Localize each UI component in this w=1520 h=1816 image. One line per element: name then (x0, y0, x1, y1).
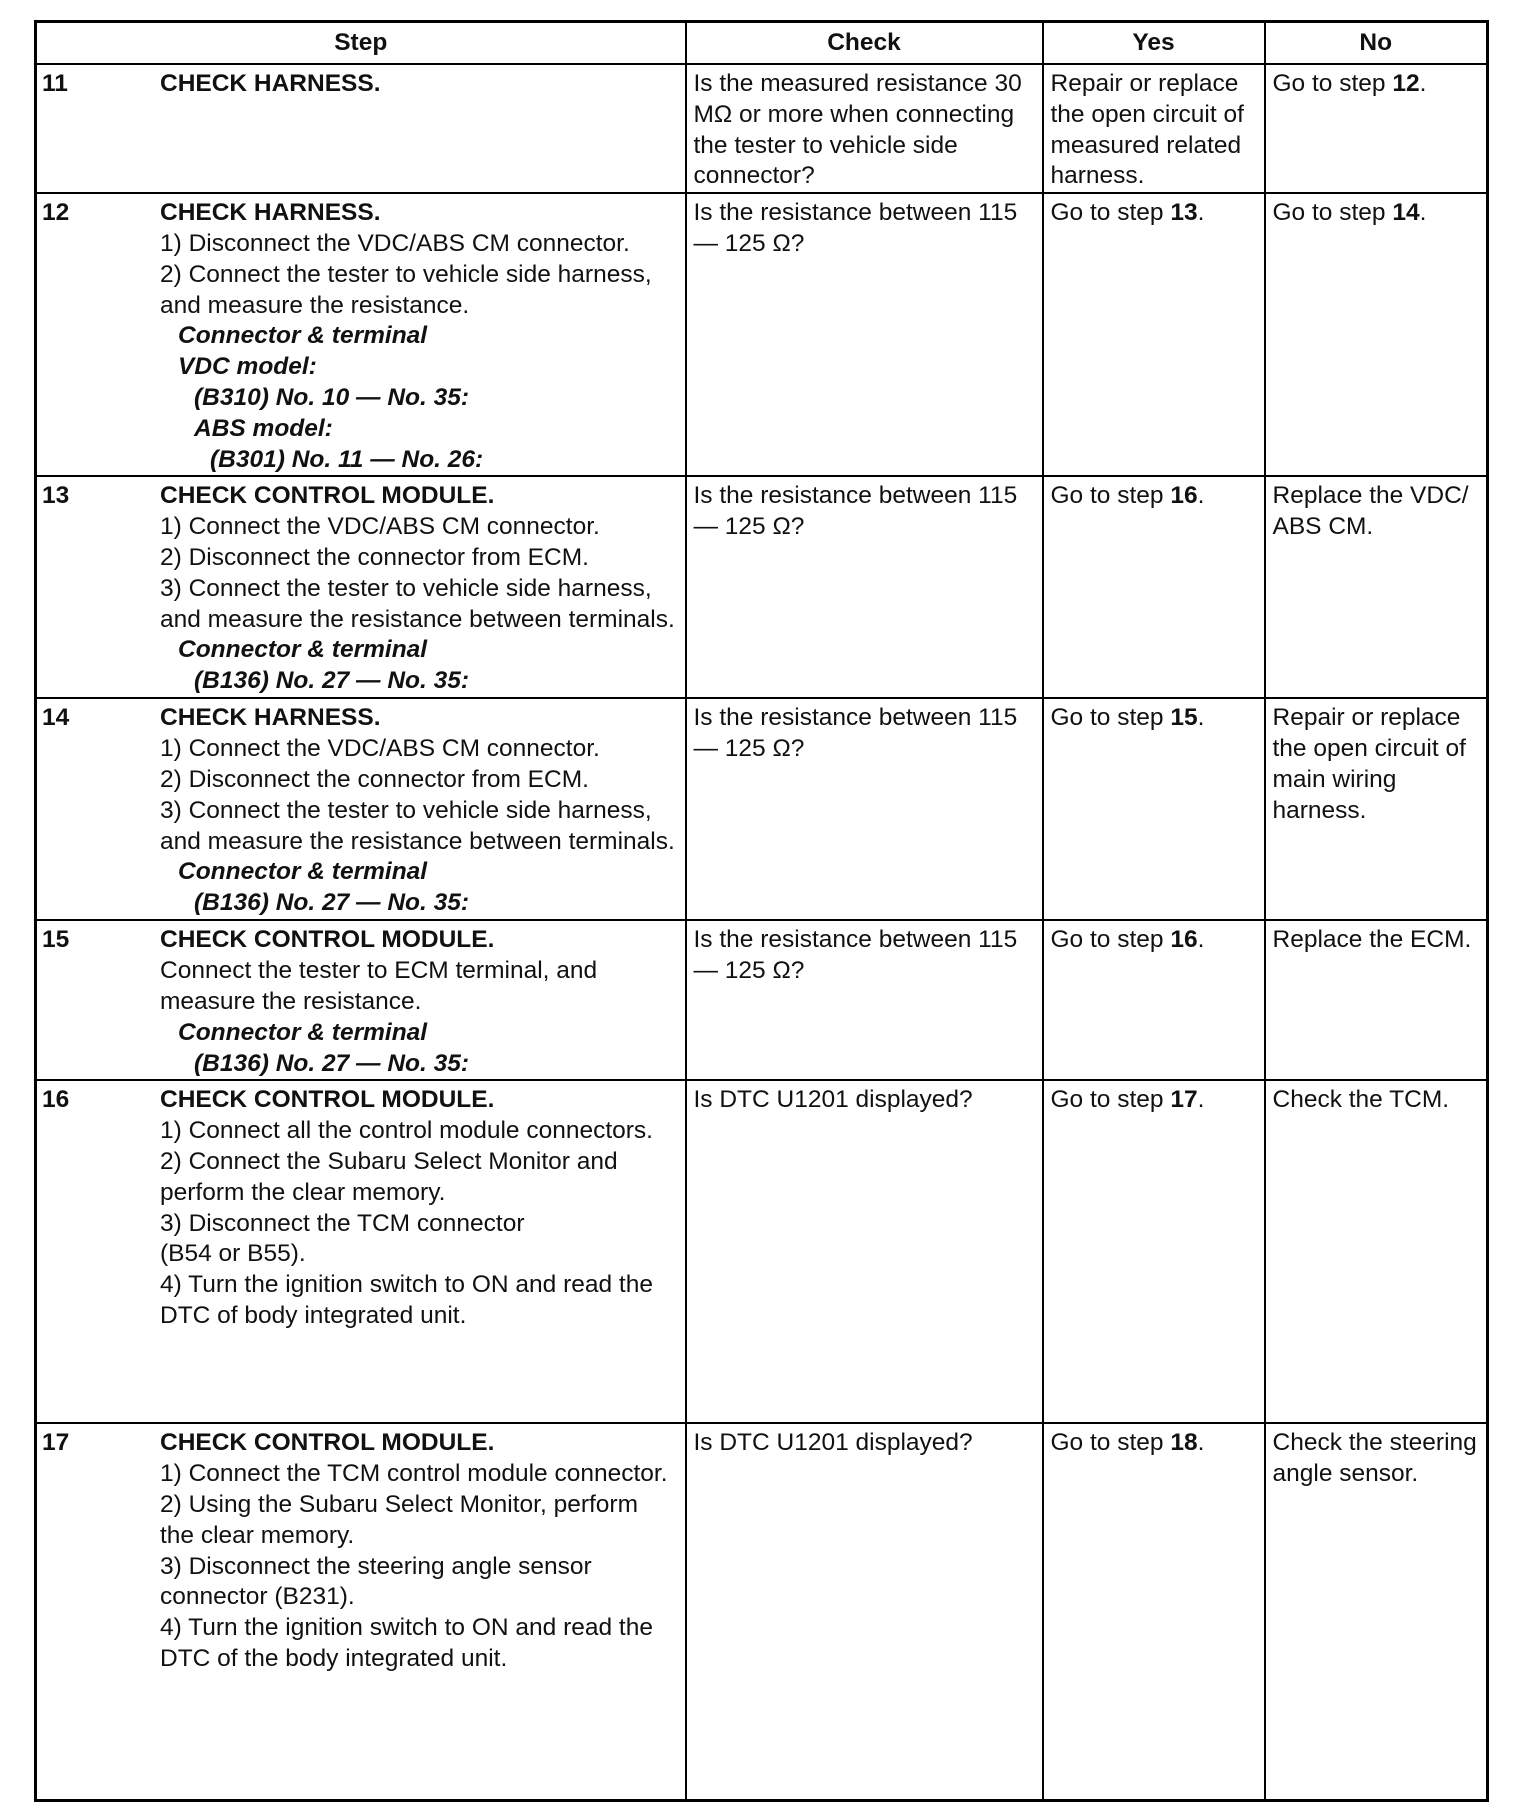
no-cell: Replace the VDC/ ABS CM. (1265, 476, 1488, 698)
connector-spec: (B136) No. 27 — No. 35: (194, 1049, 470, 1077)
table-body (36, 64, 1488, 1800)
step-instruction: (B54 or B55). (160, 1240, 306, 1268)
connector-spec: (B310) No. 10 — No. 35: (194, 383, 470, 411)
step-content (160, 1085, 678, 1331)
step-title: CHECK HARNESS. (160, 199, 381, 227)
table-row (36, 1080, 1488, 1423)
step-number: 11 (42, 70, 68, 97)
connector-spec: Connector & terminal (178, 858, 428, 886)
table-row (36, 920, 1488, 1080)
no-cell: Replace the ECM. (1265, 920, 1488, 1080)
step-title: CHECK CONTROL MODULE. (160, 482, 495, 510)
check-cell: Is the resistance between 115 — 125 Ω? (686, 193, 1043, 476)
step-number: 12 (42, 199, 70, 227)
table-row (36, 193, 1488, 476)
goto-prefix: Go to step (1050, 1429, 1171, 1457)
step-cell (36, 476, 686, 698)
yes-cell (1043, 476, 1265, 698)
table-row (36, 64, 1488, 193)
goto-prefix: Go to step (1050, 482, 1171, 510)
goto-step-number: 16 (1170, 926, 1198, 954)
goto-prefix: Go to step (1050, 199, 1171, 227)
step-instruction: Connect the tester to ECM terminal, and measure the resistance. (160, 957, 598, 1015)
goto-suffix: . (1197, 1086, 1205, 1114)
goto-prefix: Go to step (1050, 1086, 1171, 1114)
step-title: CHECK HARNESS. (160, 704, 381, 732)
step-number: 14 (42, 704, 70, 732)
goto-suffix: . (1197, 704, 1205, 732)
yes-cell: Repair or replace the open circuit of measured related harness. (1043, 64, 1265, 193)
step-number: 17 (42, 1429, 70, 1457)
no-cell: Check the steering angle sensor. (1265, 1423, 1488, 1800)
step-cell (36, 920, 686, 1080)
connector-spec: (B136) No. 27 — No. 35: (194, 889, 470, 917)
step-content (160, 481, 678, 697)
step-instruction: 2) Connect the Subaru Select Monitor and perform the clear memory. (160, 1147, 618, 1206)
check-cell: Is DTC U1201 displayed? (686, 1080, 1043, 1423)
yes-cell (1043, 193, 1265, 476)
step-title: CHECK HARNESS. (160, 70, 381, 97)
step-title: CHECK CONTROL MODULE. (160, 926, 495, 954)
step-instruction: 3) Connect the tester to vehicle side harness, and measure the resistance between terminals. (160, 796, 675, 855)
no-cell (1265, 64, 1488, 193)
goto-step-number: 18 (1170, 1429, 1198, 1457)
connector-spec: Connector & terminal (178, 1018, 428, 1046)
connector-spec: VDC model: (178, 353, 317, 381)
goto-step-number: 12 (1392, 70, 1420, 97)
step-instruction: 2) Disconnect the connector from ECM. (160, 765, 589, 793)
step-instruction: 4) Turn the ignition switch to ON and read the DTC of the body integrated unit. (160, 1614, 653, 1672)
diagnostic-table (34, 20, 1489, 1802)
step-instruction: 1) Connect the VDC/ABS CM connector. (160, 735, 600, 763)
step-cell (36, 1080, 686, 1423)
step-instruction: 3) Disconnect the TCM connector (160, 1209, 525, 1237)
connector-spec: (B136) No. 27 — No. 35: (194, 667, 470, 695)
goto-prefix: Go to step (1272, 70, 1393, 97)
connector-spec: Connector & terminal (178, 636, 428, 664)
step-content (160, 703, 678, 919)
connector-spec: Connector & terminal (178, 322, 428, 350)
no-cell: Check the TCM. (1265, 1080, 1488, 1423)
step-cell (36, 698, 686, 920)
goto-suffix: . (1197, 199, 1205, 227)
header-step: Step (36, 22, 686, 65)
table-row (36, 1423, 1488, 1800)
goto-suffix: . (1419, 70, 1427, 97)
step-instruction: 3) Connect the tester to vehicle side harness, and measure the resistance between terminals. (160, 574, 675, 633)
connector-spec: (B301) No. 11 — No. 26: (210, 445, 484, 473)
goto-step-number: 14 (1392, 199, 1420, 227)
step-number: 16 (42, 1086, 70, 1114)
step-content (160, 198, 678, 475)
goto-step-number: 15 (1170, 704, 1198, 732)
goto-step-number: 16 (1170, 482, 1198, 510)
table-row (36, 698, 1488, 920)
header-no: No (1265, 22, 1488, 65)
step-number: 13 (42, 482, 70, 510)
check-cell: Is the resistance between 115 — 125 Ω? (686, 476, 1043, 698)
step-instruction: 3) Disconnect the steering angle sensor connector (B231). (160, 1552, 592, 1611)
step-number: 15 (42, 926, 70, 954)
yes-cell (1043, 698, 1265, 920)
check-cell: Is the resistance between 115 — 125 Ω? (686, 920, 1043, 1080)
goto-step-number: 13 (1170, 199, 1198, 227)
check-cell: Is the resistance between 115 — 125 Ω? (686, 698, 1043, 920)
yes-cell (1043, 920, 1265, 1080)
table-row (36, 476, 1488, 698)
goto-prefix: Go to step (1050, 704, 1171, 732)
step-cell (36, 64, 686, 193)
goto-prefix: Go to step (1272, 199, 1393, 227)
step-instruction: 1) Disconnect the VDC/ABS CM connector. (160, 229, 630, 257)
goto-suffix: . (1197, 482, 1205, 510)
step-content (160, 1428, 678, 1674)
goto-suffix: . (1197, 1429, 1205, 1457)
no-cell (1265, 193, 1488, 476)
check-cell: Is the measured resistance 30 MΩ or more when connecting the tester to vehicle side connector? (686, 64, 1043, 193)
step-title: CHECK CONTROL MODULE. (160, 1429, 495, 1457)
header-row (36, 22, 1488, 65)
step-instruction: 2) Disconnect the connector from ECM. (160, 543, 589, 571)
step-instruction: 1) Connect all the control module connectors. (160, 1117, 653, 1145)
goto-prefix: Go to step (1050, 926, 1171, 954)
no-cell: Repair or replace the open circuit of main wiring harness. (1265, 698, 1488, 920)
step-content (160, 925, 678, 1079)
step-instruction: 2) Using the Subaru Select Monitor, perform the clear memory. (160, 1490, 638, 1549)
step-instruction: 2) Connect the tester to vehicle side harness, and measure the resistance. (160, 260, 652, 319)
goto-step-number: 17 (1170, 1086, 1198, 1114)
step-cell (36, 1423, 686, 1800)
goto-suffix: . (1197, 926, 1205, 954)
step-instruction: 1) Connect the VDC/ABS CM connector. (160, 513, 600, 541)
check-cell: Is DTC U1201 displayed? (686, 1423, 1043, 1800)
step-content (160, 69, 678, 100)
step-instruction: 4) Turn the ignition switch to ON and read the DTC of body integrated unit. (160, 1271, 653, 1329)
yes-cell (1043, 1423, 1265, 1800)
step-cell (36, 193, 686, 476)
yes-cell (1043, 1080, 1265, 1423)
header-check: Check (686, 22, 1043, 65)
step-title: CHECK CONTROL MODULE. (160, 1086, 495, 1114)
connector-spec: ABS model: (194, 414, 333, 442)
step-instruction: 1) Connect the TCM control module connector. (160, 1460, 668, 1488)
goto-suffix: . (1419, 199, 1427, 227)
header-yes: Yes (1043, 22, 1265, 65)
